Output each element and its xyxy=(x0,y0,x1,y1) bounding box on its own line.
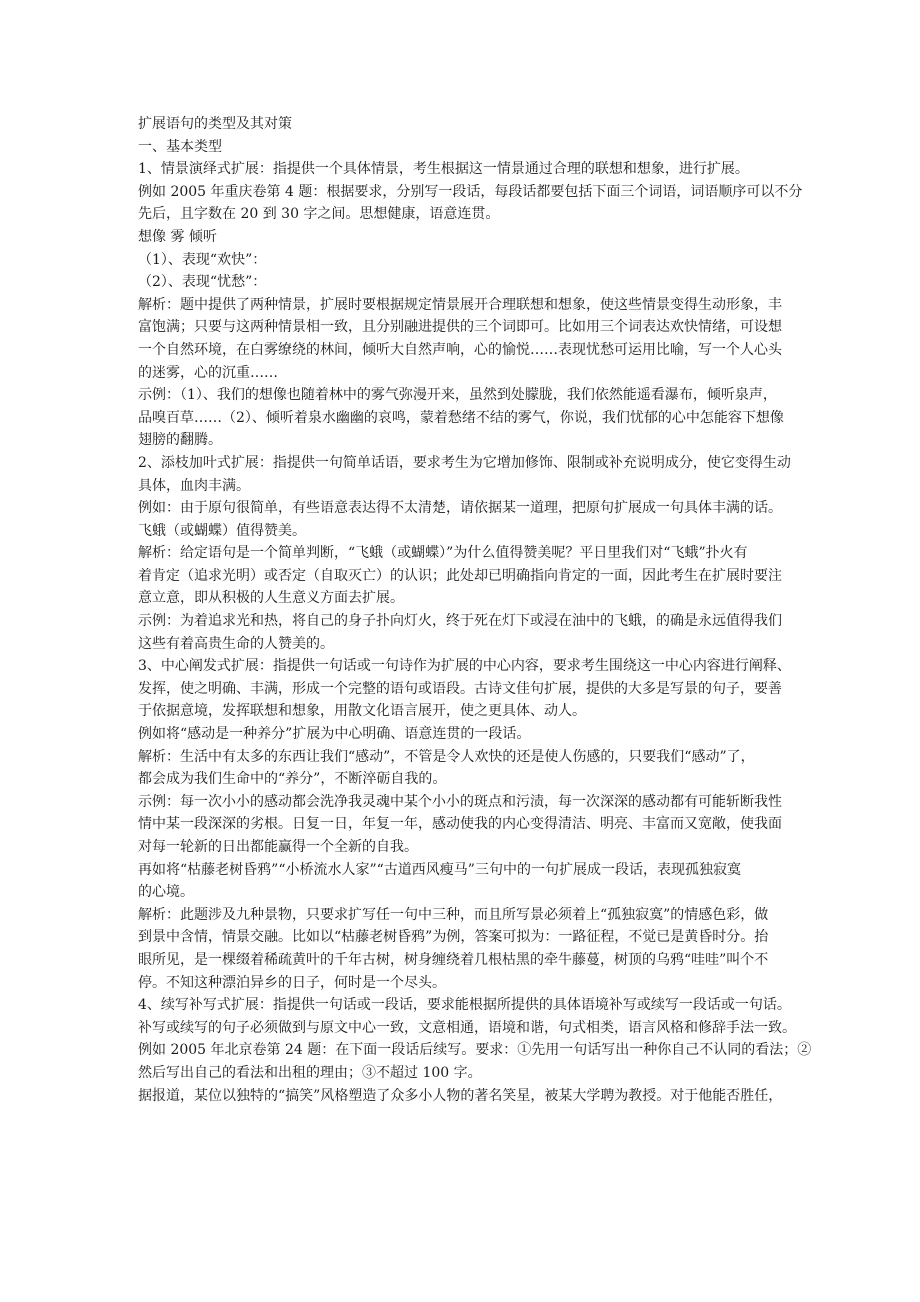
text-line: 想像 雾 倾听 xyxy=(138,228,217,245)
document-title: 扩展语句的类型及其对策 xyxy=(138,116,292,132)
text-line: 示例：每一次小小的感动都会洗净我灵魂中某个小小的斑点和污渍，每一次深深的感动都有可能斩断我性 xyxy=(138,793,782,810)
text-line: 补写或续写的句子必须做到与原文中心一致，文意相通，语境和谐，句式相类，语言风格和修辞手法一致。 xyxy=(138,1019,796,1036)
text-line: 翅膀的翻腾。 xyxy=(138,432,222,449)
text-line: 再如将“枯藤老树昏鸦”“小桥流水人家”“古道西风瘦马”三句中的一句扩展成一段话，表现孤独寂寞 xyxy=(138,861,741,878)
text-line: （2）、表现“忧愁”： xyxy=(138,274,267,291)
text-line: 眼所见，是一棵缀着稀疏黄叶的千年古树，树身缠绕着几根枯黑的牵牛藤蔓，树顶的乌鸦“哇哇”叫个不 xyxy=(138,951,769,968)
text-line: 于依据意境，发挥联想和想象，用散文化语言展开，使之更具体、动人。 xyxy=(138,703,586,720)
text-line: 示例：为着追求光和热，将自己的身子扑向灯火，终于死在灯下或浸在油中的飞蛾，的确是永远值得我们 xyxy=(138,613,782,630)
text-line: 例如：由于原句很简单，有些语意表达得不太清楚，请依据某一道理，把原句扩展成一句具体丰满的话。 xyxy=(138,500,782,517)
text-line: 例如 2005 年重庆卷第 4 题：根据要求，分别写一段话，每段话都要包括下面三个词语，词语顺序可以不分 xyxy=(138,183,803,200)
text-line: 一、基本类型 xyxy=(138,138,222,155)
text-line: 的迷雾，心的沉重…… xyxy=(138,364,278,381)
text-line: 然后写出自己的看法和出租的理由；③不超过 100 字。 xyxy=(138,1064,482,1081)
text-line: 富饱满；只要与这两种情景相一致，且分别融进提供的三个词即可。比如用三个词表达欢快情绪，可设想 xyxy=(138,319,782,336)
text-line: 2、添枝加叶式扩展：指提供一句简单话语，要求考生为它增加修饰、限制或补充说明成分，使它变得生动 xyxy=(138,454,791,471)
text-line: （1）、表现“欢快”： xyxy=(138,251,267,268)
text-line: 解析：此题涉及九种景物，只要求扩写任一句中三种，而且所写景必须着上“孤独寂寞”的情感色彩，做 xyxy=(138,906,769,923)
text-line: 的心境。 xyxy=(138,884,194,901)
text-line: 例如 2005 年北京卷第 24 题：在下面一段话后续写。要求：①先用一句话写出一种你自己不认同的看法；② xyxy=(138,1042,812,1059)
text-line: 示例：（1）、我们的想像也随着林中的雾气弥漫开来，虽然到处朦胧，我们依然能遥看瀑布，倾听泉声， xyxy=(138,387,777,404)
text-line: 解析：生活中有太多的东西让我们“感动”，不管是令人欢快的还是使人伤感的，只要我们“感动”了， xyxy=(138,748,755,765)
text-line: 1、情景演绎式扩展：指提供一个具体情景，考生根据这一情景通过合理的联想和想象，进行扩展。 xyxy=(138,161,749,178)
text-line: 具体，血肉丰满。 xyxy=(138,477,250,494)
text-line: 这些有着高贵生命的人赞美的。 xyxy=(138,635,334,652)
document-body xyxy=(138,113,812,1107)
text-line: 解析：题中提供了两种情景，扩展时要根据规定情景展开合理联想和想象，使这些情景变得生动形象，丰 xyxy=(138,296,782,313)
text-line: 解析：给定语句是一个简单判断，“飞蛾（或蝴蝶）”为什么值得赞美呢？平日里我们对“飞蛾”扑火有 xyxy=(138,545,748,562)
text-line: 都会成为我们生命中的“养分”，不断淬砺自我的。 xyxy=(138,771,447,788)
text-line: 例如将“感动是一种养分”扩展为中心明确、语意连贯的一段话。 xyxy=(138,726,531,743)
text-line: 4、续写补写式扩展：指提供一句话或一段话，要求能根据所提供的具体语境补写或续写一段话或一句话。 xyxy=(138,997,791,1014)
text-line: 一个自然环境，在白雾缭绕的林间，倾听大自然声响，心的愉悦……表现忧愁可运用比喻，写一个人心头 xyxy=(138,341,782,358)
text-line: 对每一轮新的日出都能赢得一个全新的自我。 xyxy=(138,839,418,855)
text-line: 着肯定（追求光明）或否定（自取灭亡）的认识；此处却已明确指向肯定的一面，因此考生在扩展时要注 xyxy=(138,567,782,584)
text-line: 据报道，某位以独特的“搞笑”风格塑造了众多小人物的著名笑星，被某大学聘为教授。对于他能否胜任， xyxy=(138,1087,783,1104)
text-line: 品嗅百草……（2）、倾听着泉水幽幽的哀鸣，蒙着愁绪不结的雾气，你说，我们忧郁的心中怎能容下想像 xyxy=(138,409,784,426)
text-line: 到景中含情，情景交融。比如以“枯藤老树昏鸦”为例，答案可拟为：一路征程，不觉已是黄昏时分。抬 xyxy=(138,929,769,946)
text-line: 飞蛾（或蝴蝶）值得赞美。 xyxy=(138,522,306,539)
text-line: 先后，且字数在 20 到 30 字之间。思想健康，语意连贯。 xyxy=(138,206,500,223)
text-line: 意立意，即从积极的人生意义方面去扩展。 xyxy=(138,590,404,607)
text-line: 情中某一段深深的劣根。日复一日，年复一年，感动使我的内心变得清洁、明亮、丰富而又宽敞，使我面 xyxy=(138,816,782,833)
text-line: 停。不知这种漂泊异乡的日子，何时是一个尽头。 xyxy=(138,974,446,991)
text-line: 3、中心阐发式扩展：指提供一句话或一句诗作为扩展的中心内容，要求考生围绕这一中心内容进行阐释、 xyxy=(138,658,791,675)
text-line: 发挥，使之明确、丰满，形成一个完整的语句或语段。古诗文佳句扩展，提供的大多是写景的句子，要善 xyxy=(138,680,782,697)
